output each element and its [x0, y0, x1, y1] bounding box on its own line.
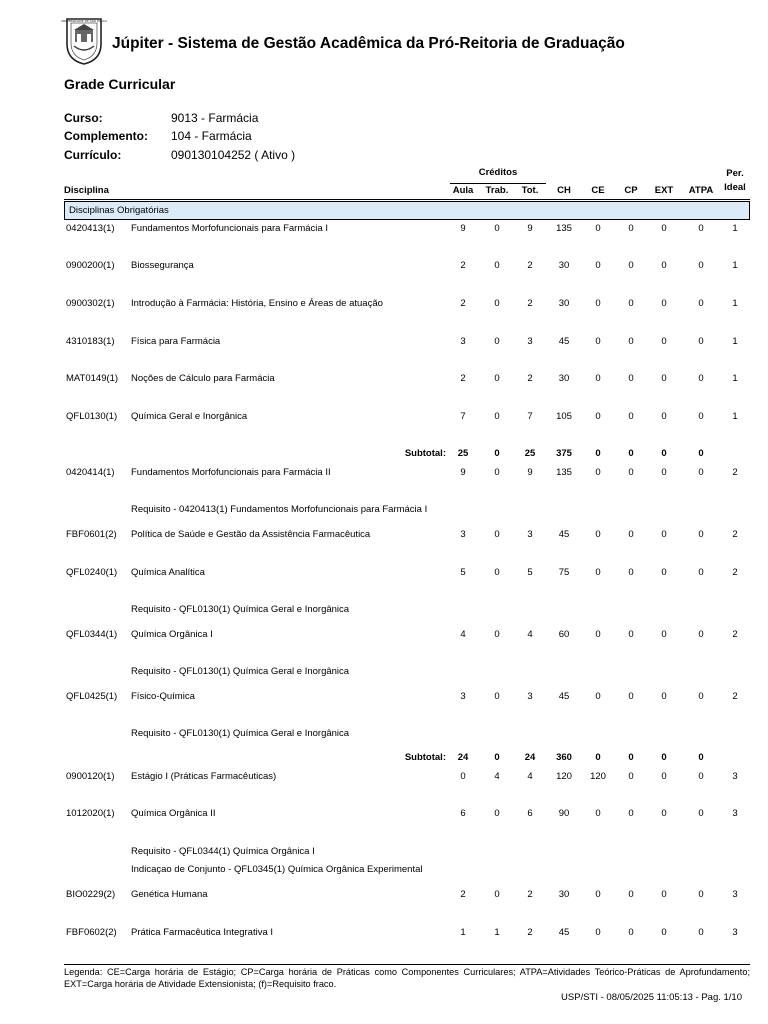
- course-code: 1012020(1): [66, 808, 115, 819]
- ext-value: 0: [661, 771, 667, 782]
- trab-value: 0: [494, 529, 500, 540]
- course-name: Introdução à Farmácia: História, Ensino e Áreas de atuação: [131, 298, 383, 309]
- ce-header: CE: [591, 185, 605, 196]
- trab-value: 0: [494, 629, 500, 640]
- ce-value: 0: [595, 889, 601, 900]
- ce-value: 0: [595, 691, 601, 702]
- ch-subtotal: 360: [556, 752, 572, 763]
- ch-value: 90: [558, 808, 570, 819]
- tot-value: 2: [527, 260, 533, 271]
- ext-value: 0: [661, 529, 667, 540]
- ch-value: 45: [558, 336, 570, 347]
- course-code: QFL0344(1): [66, 629, 118, 640]
- trab-subtotal: 0: [494, 448, 500, 459]
- table-row: [0, 223, 768, 237]
- ce-value: 120: [590, 771, 606, 782]
- per-value: 2: [732, 467, 738, 478]
- atpa-value: 0: [698, 629, 704, 640]
- ce-value: 0: [595, 927, 601, 938]
- ch-value: 45: [558, 691, 570, 702]
- complemento-label: Complemento:: [64, 129, 148, 143]
- aula-subtotal: 24: [457, 752, 469, 763]
- course-code: 4310183(1): [66, 336, 115, 347]
- trab-value: 0: [494, 567, 500, 578]
- ce-value: 0: [595, 411, 601, 422]
- table-row: [0, 629, 768, 643]
- aula-value: 2: [460, 889, 466, 900]
- ch-value: 75: [558, 567, 570, 578]
- usp-logo: [61, 16, 107, 66]
- atpa-value: 0: [698, 567, 704, 578]
- table-row: [0, 373, 768, 387]
- cp-value: 0: [628, 771, 634, 782]
- ch-subtotal: 375: [556, 448, 572, 459]
- course-name: Química Orgânica I: [131, 629, 213, 640]
- tot-value: 2: [527, 373, 533, 384]
- ce-subtotal: 0: [595, 752, 601, 763]
- ext-value: 0: [661, 567, 667, 578]
- table-row: [0, 467, 768, 481]
- trab-value: 0: [494, 467, 500, 478]
- course-code: 0900120(1): [66, 771, 115, 782]
- trab-value: 0: [494, 336, 500, 347]
- course-name: Química Orgânica II: [131, 808, 216, 819]
- per-value: 1: [732, 373, 738, 384]
- ch-value: 135: [556, 223, 572, 234]
- tot-subtotal: 24: [524, 752, 536, 763]
- aula-value: 2: [460, 298, 466, 309]
- tot-value: 4: [527, 629, 533, 640]
- cp-subtotal: 0: [628, 448, 634, 459]
- trab-value: 4: [494, 771, 500, 782]
- table-row: [0, 771, 768, 785]
- per-value: 3: [732, 927, 738, 938]
- aula-value: 9: [460, 223, 466, 234]
- tot-value: 3: [527, 529, 533, 540]
- cp-subtotal: 0: [628, 752, 634, 763]
- ce-value: 0: [595, 373, 601, 384]
- course-name: Política de Saúde e Gestão da Assistência Farmacêutica: [131, 529, 371, 540]
- trab-value: 0: [494, 373, 500, 384]
- trab-value: 1: [494, 927, 500, 938]
- trab-value: 0: [494, 260, 500, 271]
- per-value: 1: [732, 298, 738, 309]
- requirement-note: Requisito - QFL0130(1) Química Geral e Inorgânica: [131, 728, 350, 739]
- ch-value: 30: [558, 889, 570, 900]
- atpa-value: 0: [698, 467, 704, 478]
- trab-value: 0: [494, 223, 500, 234]
- aula-value: 7: [460, 411, 466, 422]
- atpa-value: 0: [698, 373, 704, 384]
- cp-value: 0: [628, 373, 634, 384]
- ideal-header: Ideal: [724, 182, 746, 193]
- trab-value: 0: [494, 808, 500, 819]
- tot-header: Tot.: [521, 185, 539, 196]
- ce-value: 0: [595, 567, 601, 578]
- cp-value: 0: [628, 411, 634, 422]
- tot-value: 5: [527, 567, 533, 578]
- page-title: Júpiter - Sistema de Gestão Acadêmica da Pró-Reitoria de Graduação: [112, 35, 625, 52]
- course-name: Estágio I (Práticas Farmacêuticas): [131, 771, 277, 782]
- course-name: Química Analítica: [131, 567, 205, 578]
- aula-value: 2: [460, 260, 466, 271]
- ext-value: 0: [661, 927, 667, 938]
- page-info: USP/STI - 08/05/2025 11:05:13 - Pag. 1/10: [561, 992, 742, 1003]
- course-code: QFL0240(1): [66, 567, 118, 578]
- ext-value: 0: [661, 373, 667, 384]
- ce-value: 0: [595, 260, 601, 271]
- per-value: 1: [732, 411, 738, 422]
- course-code: 0900200(1): [66, 260, 115, 271]
- atpa-value: 0: [698, 223, 704, 234]
- aula-value: 4: [460, 629, 466, 640]
- aula-value: 5: [460, 567, 466, 578]
- tot-value: 4: [527, 771, 533, 782]
- ch-value: 135: [556, 467, 572, 478]
- ch-value: 120: [556, 771, 572, 782]
- cp-value: 0: [628, 298, 634, 309]
- curso-value: 9013 - Farmácia: [171, 111, 259, 125]
- course-name: Prática Farmacêutica Integrativa I: [131, 927, 274, 938]
- complemento-value: 104 - Farmácia: [171, 129, 252, 143]
- ch-value: 105: [556, 411, 572, 422]
- aula-value: 6: [460, 808, 466, 819]
- ext-subtotal: 0: [661, 448, 667, 459]
- cp-value: 0: [628, 927, 634, 938]
- cp-value: 0: [628, 567, 634, 578]
- aula-value: 9: [460, 467, 466, 478]
- trab-value: 0: [494, 298, 500, 309]
- ch-value: 30: [558, 260, 570, 271]
- subtotal-label: Subtotal:: [404, 448, 446, 459]
- tot-subtotal: 25: [524, 448, 536, 459]
- ext-value: 0: [661, 691, 667, 702]
- table-row: [0, 529, 768, 543]
- table-row: [0, 567, 768, 581]
- per-value: 2: [732, 529, 738, 540]
- ch-header: CH: [557, 185, 571, 196]
- atpa-value: 0: [698, 411, 704, 422]
- tot-value: 3: [527, 691, 533, 702]
- creditos-header: Créditos: [478, 167, 518, 178]
- trab-header: Trab.: [485, 185, 509, 196]
- course-code: QFL0130(1): [66, 411, 118, 422]
- tot-value: 3: [527, 336, 533, 347]
- course-code: 0420413(1): [66, 223, 115, 234]
- disciplina-header: Disciplina: [64, 185, 109, 196]
- cp-value: 0: [628, 223, 634, 234]
- table-row: [0, 691, 768, 705]
- course-code: MAT0149(1): [66, 373, 119, 384]
- ch-value: 45: [558, 927, 570, 938]
- course-code: BIO0229(2): [66, 889, 116, 900]
- ext-value: 0: [661, 223, 667, 234]
- ch-value: 30: [558, 298, 570, 309]
- logo-text: UNIVERSIDADE DE SÃO PAULO: [61, 19, 107, 23]
- atpa-subtotal: 0: [698, 448, 704, 459]
- cp-value: 0: [628, 629, 634, 640]
- table-row: [0, 336, 768, 350]
- tot-value: 2: [527, 298, 533, 309]
- tot-value: 2: [527, 927, 533, 938]
- cp-value: 0: [628, 691, 634, 702]
- atpa-value: 0: [698, 260, 704, 271]
- cp-value: 0: [628, 467, 634, 478]
- ext-value: 0: [661, 298, 667, 309]
- course-code: FBF0602(2): [66, 927, 117, 938]
- cp-header: CP: [624, 185, 638, 196]
- requirement-note: Indicaçao de Conjunto - QFL0345(1) Química Orgânica Experimental: [131, 864, 423, 875]
- report-subtitle: Grade Curricular: [64, 76, 176, 92]
- tot-value: 6: [527, 808, 533, 819]
- atpa-subtotal: 0: [698, 752, 704, 763]
- per-value: 1: [732, 336, 738, 347]
- atpa-value: 0: [698, 529, 704, 540]
- per-value: 2: [732, 629, 738, 640]
- legend-text: Legenda: CE=Carga horária de Estágio; CP=Carga horária de Práticas como Componentes Curriculares; ATPA=Atividades Teórico-Práticas de Aprofundamento; EXT=Carga horária de Atividade Extensionista; (f)=Requisito fraco.: [64, 967, 750, 989]
- table-row: [0, 411, 768, 425]
- tot-value: 9: [527, 467, 533, 478]
- footer-divider: [64, 964, 750, 965]
- table-row: [0, 260, 768, 274]
- course-name: Fundamentos Morfofuncionais para Farmácia II: [131, 467, 331, 478]
- trab-value: 0: [494, 691, 500, 702]
- ce-value: 0: [595, 336, 601, 347]
- course-code: FBF0601(2): [66, 529, 117, 540]
- tot-value: 7: [527, 411, 533, 422]
- section-header: [64, 201, 750, 220]
- ext-subtotal: 0: [661, 752, 667, 763]
- cp-value: 0: [628, 529, 634, 540]
- ext-header: EXT: [654, 185, 674, 196]
- aula-value: 3: [460, 336, 466, 347]
- ext-value: 0: [661, 629, 667, 640]
- aula-header: Aula: [452, 185, 474, 196]
- atpa-value: 0: [698, 771, 704, 782]
- subtotal-row: [0, 448, 768, 462]
- per-value: 1: [732, 223, 738, 234]
- requirement-note: Requisito - QFL0130(1) Química Geral e Inorgânica: [131, 666, 350, 677]
- trab-subtotal: 0: [494, 752, 500, 763]
- trab-value: 0: [494, 411, 500, 422]
- aula-value: 2: [460, 373, 466, 384]
- cp-value: 0: [628, 336, 634, 347]
- ch-value: 60: [558, 629, 570, 640]
- course-name: Química Geral e Inorgânica: [131, 411, 248, 422]
- tot-value: 2: [527, 889, 533, 900]
- course-code: 0900302(1): [66, 298, 115, 309]
- course-code: 0420414(1): [66, 467, 115, 478]
- aula-value: 1: [460, 927, 466, 938]
- table-row: [0, 889, 768, 903]
- course-name: Fundamentos Morfofuncionais para Farmácia I: [131, 223, 328, 234]
- table-row: [0, 298, 768, 312]
- per-value: 3: [732, 889, 738, 900]
- per-value: 2: [732, 567, 738, 578]
- per-value: 3: [732, 771, 738, 782]
- curriculo-label: Currículo:: [64, 148, 122, 162]
- ext-value: 0: [661, 808, 667, 819]
- ext-value: 0: [661, 336, 667, 347]
- header-divider: [64, 199, 750, 200]
- atpa-value: 0: [698, 298, 704, 309]
- ch-value: 30: [558, 373, 570, 384]
- curso-label: Curso:: [64, 111, 103, 125]
- subtotal-row: [0, 752, 768, 766]
- per-header: Per.: [726, 168, 744, 179]
- per-value: 2: [732, 691, 738, 702]
- aula-value: 0: [460, 771, 466, 782]
- requirement-note: Requisito - QFL0130(1) Química Geral e Inorgânica: [131, 604, 350, 615]
- aula-value: 3: [460, 691, 466, 702]
- curriculo-value: 090130104252 ( Ativo ): [171, 148, 296, 162]
- cp-value: 0: [628, 889, 634, 900]
- course-name: Noções de Cálculo para Farmácia: [131, 373, 275, 384]
- trab-value: 0: [494, 889, 500, 900]
- atpa-value: 0: [698, 691, 704, 702]
- ce-subtotal: 0: [595, 448, 601, 459]
- table-row: [0, 808, 768, 822]
- cp-value: 0: [628, 808, 634, 819]
- tot-value: 9: [527, 223, 533, 234]
- atpa-value: 0: [698, 336, 704, 347]
- ce-value: 0: [595, 808, 601, 819]
- requirement-note: Requisito - 0420413(1) Fundamentos Morfofuncionais para Farmácia I: [131, 504, 428, 515]
- atpa-value: 0: [698, 927, 704, 938]
- atpa-value: 0: [698, 808, 704, 819]
- ce-value: 0: [595, 298, 601, 309]
- ce-value: 0: [595, 467, 601, 478]
- course-name: Físico-Química: [131, 691, 195, 702]
- requirement-note: Requisito - QFL0344(1) Química Orgânica I: [131, 846, 315, 857]
- atpa-value: 0: [698, 889, 704, 900]
- ext-value: 0: [661, 889, 667, 900]
- course-name: Biossegurança: [131, 260, 194, 271]
- cp-value: 0: [628, 260, 634, 271]
- ce-value: 0: [595, 629, 601, 640]
- ce-value: 0: [595, 223, 601, 234]
- ext-value: 0: [661, 467, 667, 478]
- per-value: 3: [732, 808, 738, 819]
- course-code: QFL0425(1): [66, 691, 118, 702]
- ext-value: 0: [661, 411, 667, 422]
- ch-value: 45: [558, 529, 570, 540]
- atpa-header: ATPA: [688, 185, 714, 196]
- table-row: [0, 927, 768, 941]
- aula-value: 3: [460, 529, 466, 540]
- ce-value: 0: [595, 529, 601, 540]
- aula-subtotal: 25: [457, 448, 469, 459]
- subtotal-label: Subtotal:: [404, 752, 446, 763]
- course-name: Física para Farmácia: [131, 336, 221, 347]
- per-value: 1: [732, 260, 738, 271]
- ext-value: 0: [661, 260, 667, 271]
- creditos-underline: [450, 183, 546, 184]
- section-label: Disciplinas Obrigatórias: [69, 205, 169, 216]
- course-name: Genética Humana: [131, 889, 208, 900]
